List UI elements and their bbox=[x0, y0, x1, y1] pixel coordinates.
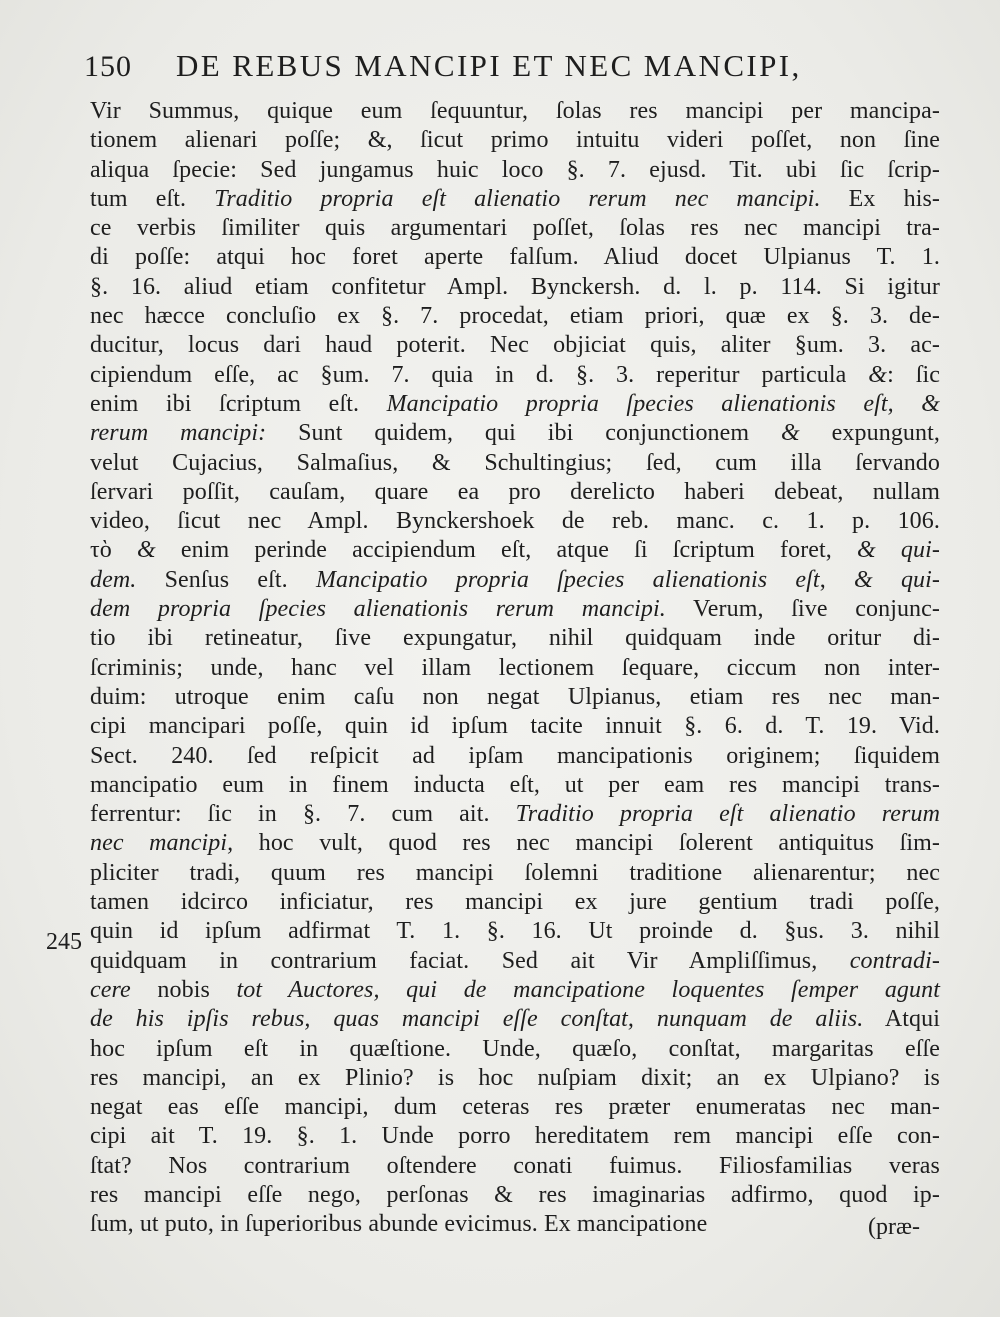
italic-text: Mancipatio propria ſpecies alienationis eſt bbox=[315, 566, 820, 593]
body-text bbox=[90, 97, 940, 1240]
text-line bbox=[90, 478, 940, 507]
text-segment: duim: utroque enim caſu non negat Ulpianus, etiam res nec man- bbox=[90, 683, 940, 710]
text-segment: negat eas eſſe mancipi, dum ceteras res præter enumeratas nec man- bbox=[90, 1094, 940, 1121]
text-line bbox=[90, 654, 940, 683]
text-segment: tamen idcirco inficiatur, res mancipi ex jure gentium tradi poſſe, bbox=[90, 889, 940, 916]
italic-text: tot Auctores, qui de mancipatione loquentes ſemper agunt bbox=[236, 976, 940, 1003]
margin-note: 245 bbox=[46, 929, 82, 955]
text-segment: Senſus eſt. bbox=[136, 566, 316, 593]
text-line bbox=[90, 859, 940, 888]
text-line bbox=[90, 1093, 940, 1122]
text-segment: , bbox=[819, 566, 854, 593]
text-segment: ſtat? Nos contrarium oſtendere conati fuimus. Filiosfamilias veras bbox=[90, 1152, 940, 1179]
text-segment: quidquam in contrarium faciat. Sed ait Vir Ampliſſimus, bbox=[90, 947, 850, 974]
text-segment: Verum, ſive conjunc- bbox=[665, 596, 941, 623]
text-line bbox=[90, 185, 940, 214]
italic-text: rerum mancipi: bbox=[90, 420, 267, 447]
text-segment: expungunt, bbox=[799, 420, 940, 447]
text-line bbox=[90, 1210, 940, 1239]
text-segment: Sunt quidem, qui ibi conjunctionem bbox=[266, 420, 782, 447]
text-line bbox=[90, 1064, 940, 1093]
text-segment: τὸ bbox=[90, 537, 137, 564]
text-line bbox=[90, 947, 940, 976]
text-line bbox=[90, 507, 940, 536]
text-line bbox=[90, 536, 940, 565]
catchword: (præ- bbox=[868, 1214, 920, 1240]
text-line bbox=[90, 214, 940, 243]
italic-text: Traditio propria eſt alienatio rerum bbox=[515, 801, 941, 828]
text-line bbox=[90, 566, 940, 595]
text-segment: aliqua ſpecie: Sed jungamus huic loco §. 7. ejusd. Tit. ubi ſic ſcrip- bbox=[90, 156, 940, 183]
text-segment: enim perinde accipiendum eſt, atque ſi ſcriptum foret, bbox=[155, 537, 858, 564]
text-line bbox=[90, 1152, 940, 1181]
text-segment: §. 16. aliud etiam confitetur Ampl. Bynckersh. d. l. p. 114. Si igitur bbox=[90, 273, 940, 300]
text-segment: enim ibi ſcriptum eſt. bbox=[90, 390, 387, 417]
text-segment: ferrentur: ſic in §. 7. cum ait. bbox=[90, 801, 516, 828]
italic-text: dem propria ſpecies alienationis rerum mancipi. bbox=[90, 596, 666, 623]
text-segment: tionem alienari poſſe; &, ſicut primo intuitu videri poſſet, non ſine bbox=[90, 127, 940, 154]
text-segment: Vir Summus, quique eum ſequuntur, ſolas res mancipi per mancipa- bbox=[90, 98, 940, 124]
text-segment: nobis bbox=[130, 976, 237, 1003]
text-line bbox=[90, 800, 940, 829]
text-segment: cipi ait T. 19. §. 1. Unde porro hereditatem rem mancipi eſſe con- bbox=[90, 1123, 940, 1150]
text-line bbox=[90, 331, 940, 360]
text-line bbox=[90, 888, 940, 917]
text-segment: Ex his- bbox=[820, 185, 940, 212]
text-segment: res mancipi, an ex Plinio? is hoc nuſpiam dixit; an ex Ulpiano? is bbox=[90, 1064, 940, 1091]
text-line bbox=[90, 390, 940, 419]
text-line bbox=[90, 683, 940, 712]
italic-text: contradi- bbox=[849, 947, 940, 974]
text-segment: Sect. 240. ſed reſpicit ad ipſam mancipationis originem; ſiquidem bbox=[90, 742, 940, 769]
text-segment: cipi mancipari poſſe, quin id ipſum tacite innuit §. 6. d. T. 19. Vid. bbox=[90, 713, 940, 740]
text-line bbox=[90, 624, 940, 653]
italic-text: & bbox=[868, 361, 888, 388]
text-line bbox=[90, 361, 940, 390]
text-segment: cipiendum eſſe, ac §um. 7. quia in d. §. 3. reperitur particula bbox=[90, 361, 869, 388]
page-header bbox=[84, 44, 944, 94]
text-line bbox=[90, 742, 940, 771]
text-segment: ſum, ut puto, in ſuperioribus abunde evicimus. Ex mancipatione bbox=[90, 1211, 708, 1238]
text-segment: nec hæcce concluſio ex §. 7. procedat, etiam priori, quæ ex §. 3. de- bbox=[90, 303, 940, 330]
text-segment: mancipatio eum in finem inducta eſt, ut per eam res mancipi trans- bbox=[90, 771, 940, 798]
text-segment: ducitur, locus dari haud poterit. Nec objiciat quis, aliter §um. 3. ac- bbox=[90, 332, 940, 359]
italic-text: & qui- bbox=[854, 566, 941, 593]
italic-text: dem. bbox=[90, 566, 137, 593]
text-line bbox=[90, 449, 940, 478]
text-line bbox=[90, 97, 940, 126]
text-line bbox=[90, 917, 940, 946]
text-segment: ſervari poſſit, cauſam, quare ea pro derelicto haberi debeat, nullam bbox=[90, 478, 940, 505]
text-line bbox=[90, 156, 940, 185]
text-line bbox=[90, 419, 940, 448]
text-line bbox=[90, 273, 940, 302]
text-segment: : ſic bbox=[887, 361, 941, 388]
italic-text: & bbox=[136, 537, 156, 564]
text-line bbox=[90, 302, 940, 331]
text-line bbox=[90, 976, 940, 1005]
text-line bbox=[90, 1035, 940, 1064]
italic-text: & qui- bbox=[857, 537, 940, 564]
running-head: DE REBUS MANCIPI ET NEC MANCIPI, bbox=[176, 48, 802, 83]
italic-text: cere bbox=[90, 976, 131, 1003]
text-segment: res mancipi eſſe nego, perſonas & res imaginarias adfirmo, quod ip- bbox=[90, 1181, 940, 1208]
text-segment: ſcriminis; unde, hanc vel illam lectionem ſequare, ciccum non inter- bbox=[90, 654, 940, 681]
italic-text: de his ipſis rebus, quas mancipi eſſe conſtat, nunquam de aliis. bbox=[90, 1006, 864, 1033]
text-segment: di poſſe: atqui hoc foret aperte falſum. Aliud docet Ulpianus T. 1. bbox=[90, 244, 940, 271]
italic-text: Mancipatio propria ſpecies alienationis eſt, & bbox=[386, 390, 940, 417]
italic-text: & bbox=[781, 420, 800, 447]
text-line bbox=[90, 1122, 940, 1151]
text-segment: video, ſicut nec Ampl. Bynckershoek de reb. manc. c. 1. p. 106. bbox=[90, 508, 940, 535]
text-line bbox=[90, 595, 940, 624]
text-segment: hoc ipſum eſt in quæſtione. Unde, quæſo, conſtat, margaritas eſſe bbox=[90, 1035, 940, 1062]
text-segment: hoc vult, quod res nec mancipi ſolerent antiquitus ſim- bbox=[233, 830, 940, 857]
page-number: 150 bbox=[84, 50, 132, 83]
text-segment: Atqui bbox=[863, 1006, 940, 1033]
text-segment: quin id ipſum adfirmat T. 1. §. 16. Ut proinde d. §us. 3. nihil bbox=[90, 918, 940, 945]
text-line bbox=[90, 243, 940, 272]
text-segment: pliciter tradi, quum res mancipi ſolemni traditione alienarentur; nec bbox=[90, 859, 940, 886]
text-line bbox=[90, 712, 940, 741]
text-segment: tio ibi retineatur, ſive expungatur, nihil quidquam inde oritur di- bbox=[90, 625, 940, 652]
text-line bbox=[90, 771, 940, 800]
text-line bbox=[90, 829, 940, 858]
text-segment: tum eſt. bbox=[90, 185, 215, 212]
text-segment: velut Cujacius, Salmaſius, & Schultingius; ſed, cum illa ſervando bbox=[90, 449, 940, 476]
italic-text: nec mancipi, bbox=[90, 830, 234, 857]
text-segment: ce verbis ſimiliter quis argumentari poſſet, ſolas res nec mancipi tra- bbox=[90, 215, 940, 242]
text-line bbox=[90, 1005, 940, 1034]
italic-text: Traditio propria eſt alienatio rerum nec mancipi. bbox=[214, 185, 821, 212]
text-line bbox=[90, 126, 940, 155]
text-line bbox=[90, 1181, 940, 1210]
